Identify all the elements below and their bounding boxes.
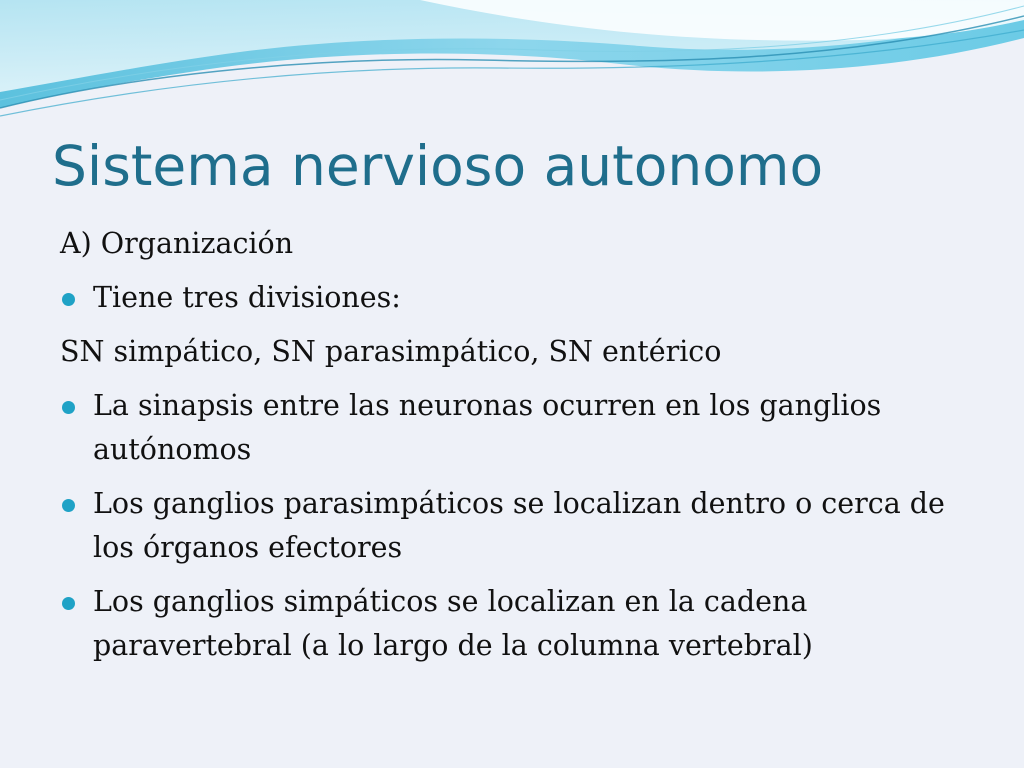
list-item	[60, 482, 980, 570]
section-heading: A) Organización	[60, 227, 294, 260]
divisions-text: SN simpático, SN parasimpático, SN entérico	[60, 335, 722, 368]
bullet-icon	[62, 499, 75, 512]
bullet-text: Los ganglios simpáticos se localizan en la cadena paravertebral (a lo largo de la columna vertebral)	[93, 585, 813, 662]
bullet-icon	[62, 401, 75, 414]
slide-title: Sistema nervioso autonomo	[52, 134, 824, 198]
list-item	[60, 276, 980, 320]
content-list	[60, 222, 980, 678]
list-item	[60, 580, 980, 668]
bullet-icon	[62, 293, 75, 306]
list-item	[60, 330, 980, 374]
list-item	[60, 384, 980, 472]
bullet-text: Tiene tres divisiones:	[93, 281, 401, 314]
bullet-icon	[62, 597, 75, 610]
bullet-text: La sinapsis entre las neuronas ocurren en los ganglios autónomos	[93, 389, 882, 466]
list-item	[60, 222, 980, 266]
header-wave-decoration	[0, 0, 1024, 130]
bullet-text: Los ganglios parasimpáticos se localizan dentro o cerca de los órganos efectores	[93, 487, 945, 564]
